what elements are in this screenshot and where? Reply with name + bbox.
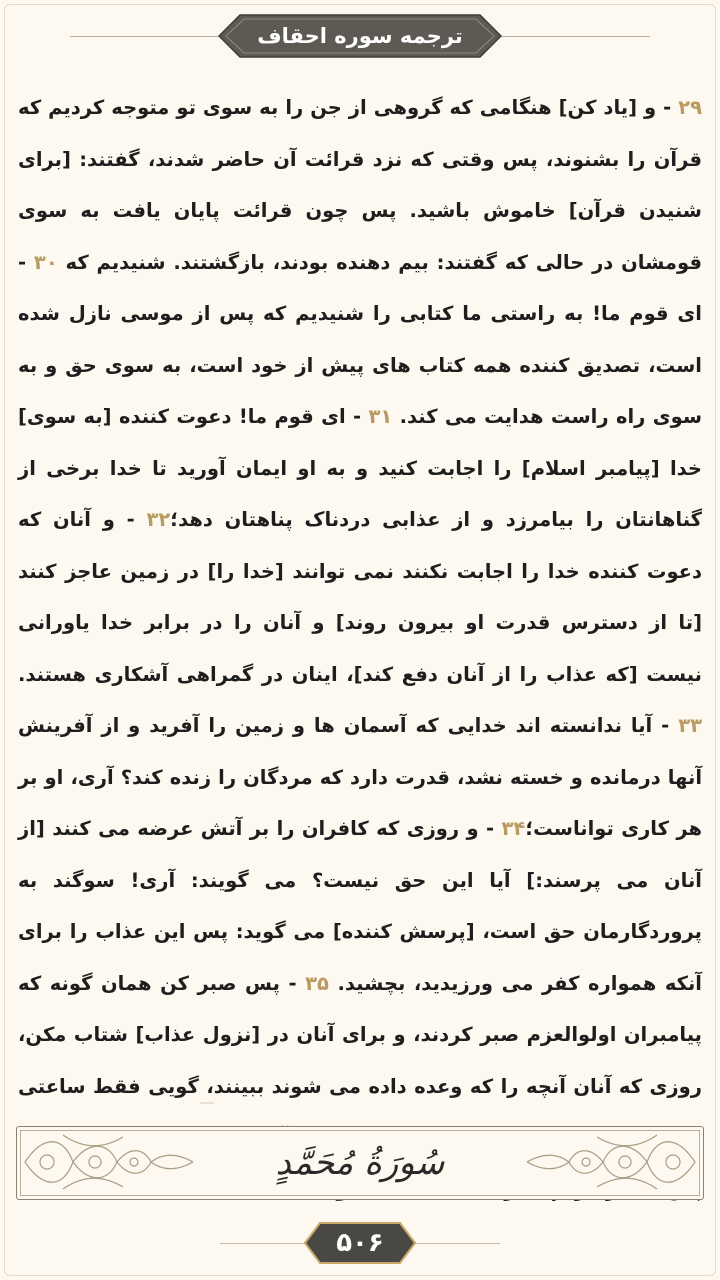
verse-text: - آیا ندانسته اند خدایی که آسمان ها و زمین را آفرید و از آفرینش آنها درمانده و خسته نشد، قدرت دارد که مردگان را زنده کند؟ آری، او بر هر کاری تواناست؛ <box>18 714 702 840</box>
page-footer <box>0 1220 720 1266</box>
page-number-badge <box>304 1222 416 1264</box>
verse-number: ۳۰ <box>33 250 58 274</box>
page-number: ۵۰۶ <box>336 1228 384 1258</box>
verse-text: - و [یاد کن] هنگامی که گروهی از جن را به سوی تو متوجه کردیم که قرآن را بشنوند، پس وقتی که نزد قرائت آن حاضر شدند، گفتند: [برای شنیدن قرآن] خاموش باشید. پس چون قرائت پایان یافت به سوی قومشان در حالی که گفتند: بیم دهنده بودند، بازگشتند. شنیدیم که <box>18 96 702 274</box>
title-badge <box>218 14 502 58</box>
verse-number: ۳۱ <box>368 405 393 428</box>
arabesque-ornament-right-icon <box>507 1131 697 1193</box>
verse-number: ۲۹ <box>678 96 702 119</box>
surah-name-calligraphy: سُورَةُ مُحَمَّدٍ <box>275 1143 445 1183</box>
verse-number: ۳۴ <box>501 817 526 840</box>
verse-number: ۳۳ <box>678 714 702 737</box>
page-header <box>0 14 720 60</box>
arabesque-ornament-left-icon <box>23 1131 213 1193</box>
page-title: ترجمه سوره احقاف <box>257 24 463 48</box>
verse-number: ۳۵ <box>305 971 329 995</box>
translation-text <box>18 82 702 1215</box>
verse-text: - پس صبر کن همان گونه که پیامبران اولوالعزم صبر کردند، و برای آنان در [نزول عذاب] شتاب مکن، روزی که آنان آنچه را که وعده داده می شوند ببینند، گویی فقط ساعتی <box>18 971 702 1098</box>
verse-number: ۳۲ <box>146 508 171 531</box>
verse-text: - و روزی که کافران را بر آتش عرضه می کنند [از آنان می پرسند:] آیا این حق نیست؟ می گویند: آری! سوگند به پروردگارمان حق است، [پرسش کننده] می گوید: پس این عذاب را برای آنکه همواره کفر می ورزیدید، بچشید. <box>18 817 702 995</box>
verse-text: - و آنان که دعوت کننده خدا را اجابت نکنند نمی توانند [خدا را] در زمین عاجز کنند [تا از دسترس قدرت او بیرون روند] و آنان را در برابر خدا یاورانی نیست [که عذاب را از آنان دفع کند]، اینان در گمراهی آشکاری هستند. <box>18 508 702 686</box>
surah-banner <box>16 1126 704 1200</box>
verse-text: - ای قوم ما! به راستی ما کتابی را شنیدیم که پس از موسی نازل شده است، تصدیق کننده همه کتاب های پیش از خود است، به سوی حق و به سوی راه راست هدایت می کند. <box>18 250 702 428</box>
decorative-tick <box>200 1102 214 1104</box>
verse-text: - ای قوم ما! دعوت کننده [به سوی] خدا [پیامبر اسلام] را اجابت کنید و به او ایمان آورید تا خدا برخی از گناهانتان را بیامرزد و از عذابی دردناک پناهتان دهد؛ <box>18 405 702 531</box>
